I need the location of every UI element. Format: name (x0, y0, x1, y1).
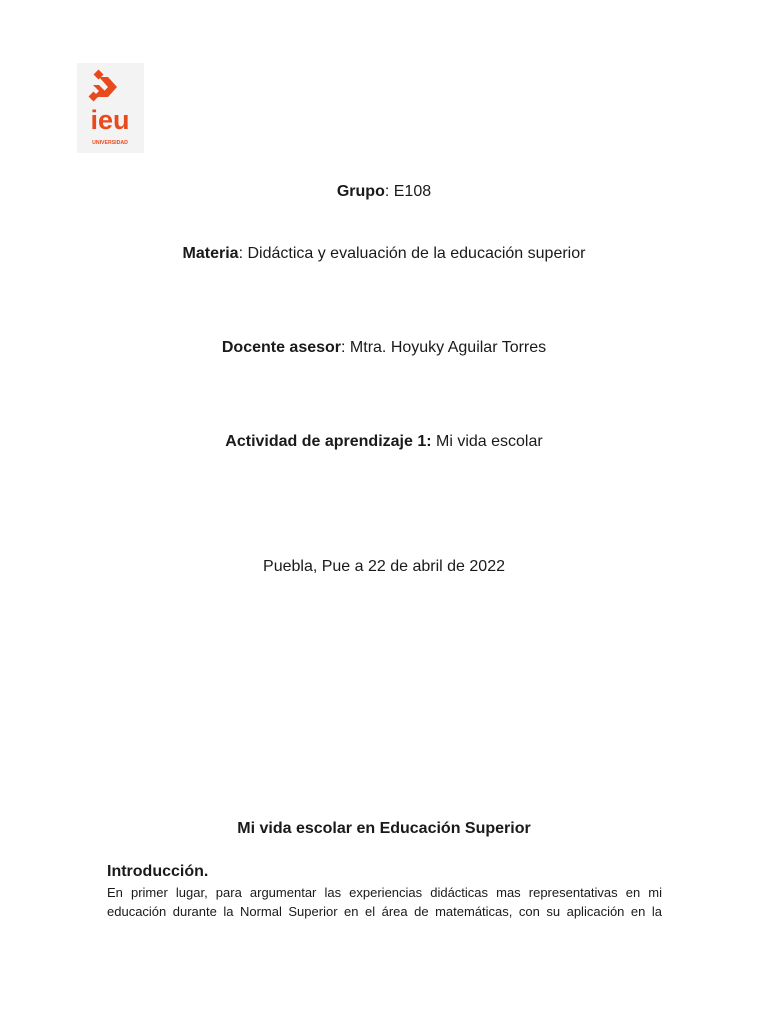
ieu-logo (77, 63, 144, 153)
docente-line (0, 338, 768, 358)
logo-subtitle: UNIVERSIDAD (92, 140, 128, 146)
docente-value: : Mtra. Hoyuky Aguilar Torres (341, 339, 547, 356)
grupo-line (0, 182, 768, 202)
materia-value: : Didáctica y evaluación de la educación superior (238, 245, 586, 262)
actividad-value: Mi vida escolar (431, 433, 543, 450)
essay-title: Mi vida escolar en Educación Superior (237, 820, 531, 837)
materia-line (0, 244, 768, 264)
intro-paragraph (107, 883, 662, 921)
grupo-value: : E108 (384, 183, 432, 200)
actividad-line (0, 432, 768, 452)
paragraph-line: educación durante la Normal Superior en el área de matemáticas, con su aplicación en la (107, 904, 662, 919)
actividad-label: Actividad de aprendizaje 1: (225, 433, 432, 450)
paragraph-line: En primer lugar, para argumentar las experiencias didácticas mas representativas en mi (107, 885, 662, 900)
place-date: Puebla, Pue a 22 de abril de 2022 (263, 558, 505, 575)
logo-wordmark: ieu (90, 105, 130, 135)
grupo-label: Grupo (336, 183, 385, 200)
section-heading: Introducción. (107, 863, 209, 880)
ieu-logo-graphic (77, 63, 144, 153)
materia-label: Materia (182, 245, 239, 262)
docente-label: Docente asesor (221, 339, 342, 356)
